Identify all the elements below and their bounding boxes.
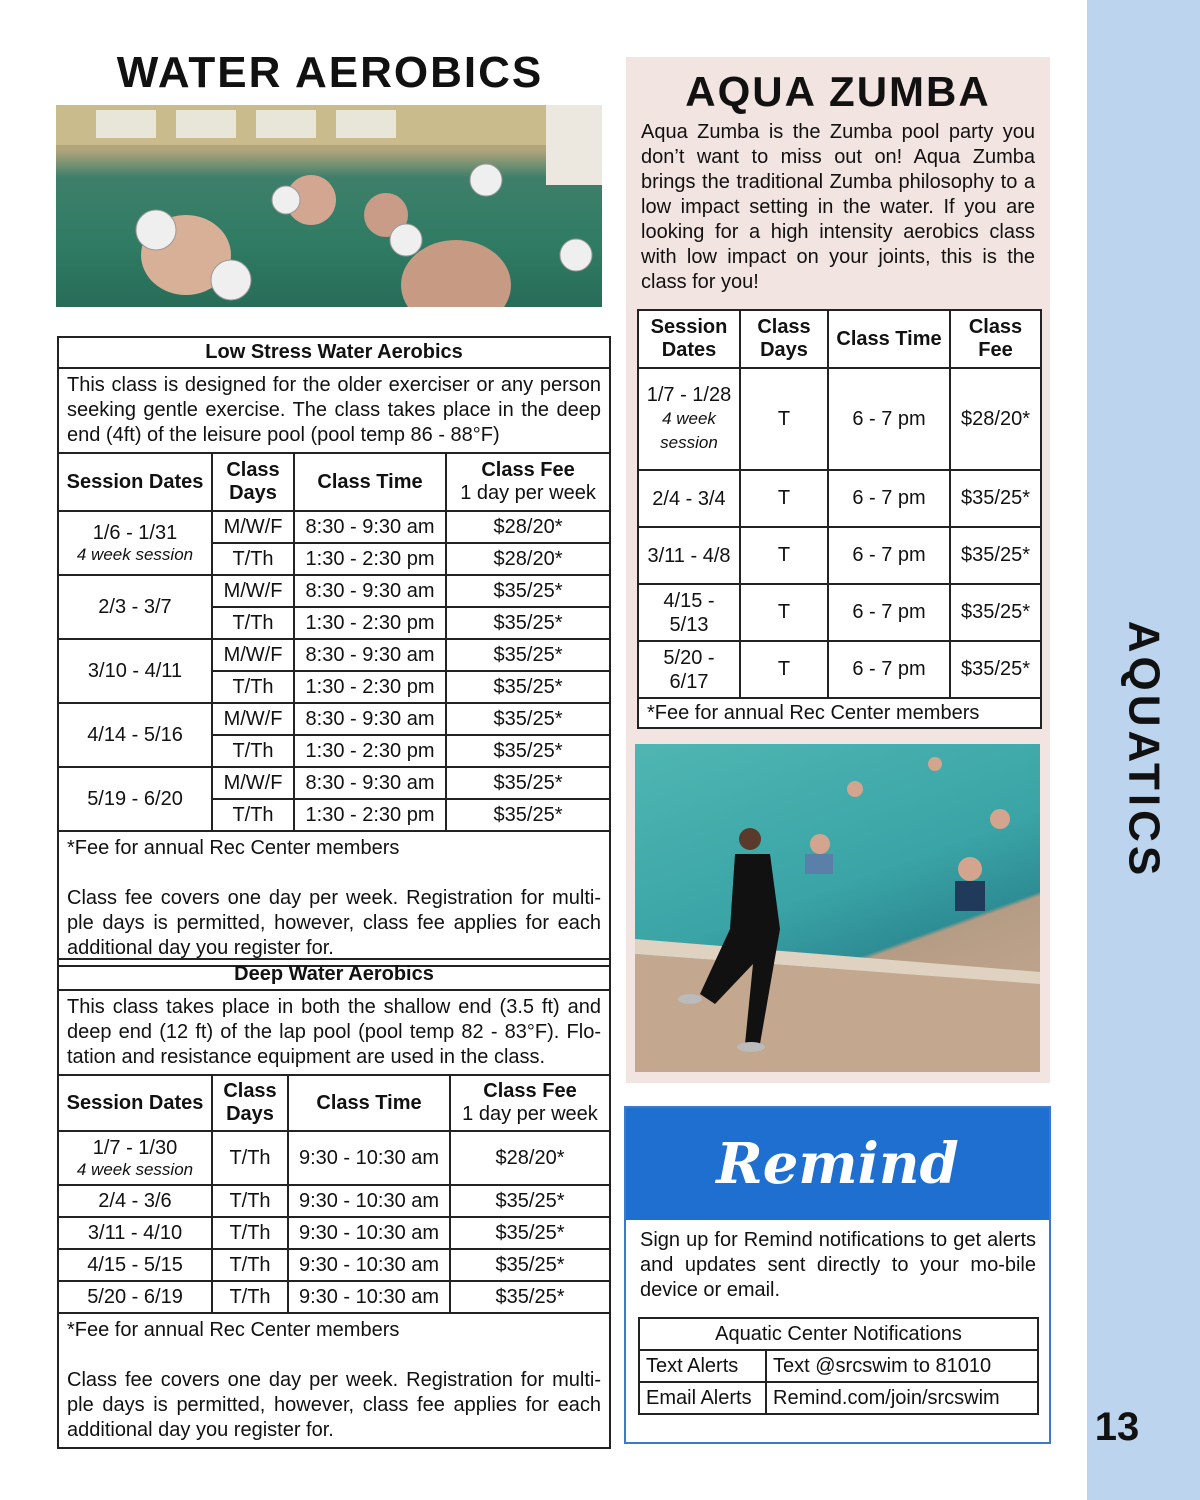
table-row: [58, 1185, 610, 1217]
table-row: [58, 511, 610, 543]
class-fee: $35/25*: [446, 607, 610, 639]
class-time: 6 - 7 pm: [828, 527, 950, 584]
alert-type: Text Alerts: [639, 1350, 766, 1382]
class-time: 1:30 - 2:30 pm: [294, 671, 446, 703]
fee-footnote: *Fee for annual Rec Center members: [67, 1319, 400, 1341]
col-session-dates: Session Dates: [58, 1075, 212, 1131]
class-fee: $35/25*: [950, 584, 1041, 641]
class-time: 6 - 7 pm: [828, 368, 950, 470]
table-row: [639, 1350, 1038, 1382]
class-days: T: [740, 527, 828, 584]
alert-instructions: Text @srcswim to 81010: [766, 1350, 1038, 1382]
class-fee: $28/20*: [446, 543, 610, 575]
session-dates: 1/7 - 1/30 4 week session: [58, 1131, 212, 1185]
table-row: [58, 703, 610, 735]
col-class-days: Class Days: [740, 310, 828, 368]
session-dates: 5/20 - 6/17: [638, 641, 740, 698]
session-dates: 5/20 - 6/19: [58, 1281, 212, 1313]
table-row: [58, 1131, 610, 1185]
class-days: M/W/F: [212, 703, 294, 735]
col-class-fee: Class Fee 1 day per week: [450, 1075, 610, 1131]
page-number: 13: [1094, 1405, 1140, 1449]
class-time: 1:30 - 2:30 pm: [294, 735, 446, 767]
class-fee: $35/25*: [446, 575, 610, 607]
alert-type: Email Alerts: [639, 1382, 766, 1414]
remind-logo: Remind: [716, 1131, 959, 1197]
col-session-dates: Session Dates: [58, 453, 212, 511]
session-dates: 5/19 - 6/20: [58, 767, 212, 831]
class-time: 8:30 - 9:30 am: [294, 639, 446, 671]
aqua-zumba-photo: [635, 744, 1040, 1072]
class-fee: $35/25*: [446, 799, 610, 831]
class-days: T: [740, 470, 828, 527]
table-row: [58, 1281, 610, 1313]
fee-note: Class fee covers one day per week. Registration for multi-ple days is permitted, however, class fee applies for each additional day you register for.: [67, 887, 602, 959]
col-class-fee: Class Fee: [950, 310, 1041, 368]
water-aerobics-photo: [56, 105, 602, 307]
class-days: T/Th: [212, 1217, 288, 1249]
session-dates: 3/10 - 4/11: [58, 639, 212, 703]
class-time: 9:30 - 10:30 am: [288, 1249, 450, 1281]
aqua-zumba-table: [637, 309, 1042, 729]
fee-note: Class fee covers one day per week. Registration for multi-ple days is permitted, however, class fee applies for each additional day you register for.: [67, 1369, 601, 1441]
table-row: [58, 575, 610, 607]
deep-water-title: Deep Water Aerobics: [58, 959, 610, 990]
col-class-days: Class Days: [212, 453, 294, 511]
alert-instructions: Remind.com/join/srcswim: [766, 1382, 1038, 1414]
table-row: [638, 470, 1041, 527]
class-days: T: [740, 368, 828, 470]
table-row: [58, 767, 610, 799]
class-fee: $28/20*: [450, 1131, 610, 1185]
fee-footnote: *Fee for annual Rec Center members: [67, 837, 400, 859]
section-label: AQUATICS: [1119, 620, 1169, 880]
class-time: 8:30 - 9:30 am: [294, 767, 446, 799]
col-class-fee: Class Fee 1 day per week: [446, 453, 610, 511]
session-dates: 1/6 - 1/31 4 week session: [58, 511, 212, 575]
class-time: 1:30 - 2:30 pm: [294, 607, 446, 639]
session-dates: 4/14 - 5/16: [58, 703, 212, 767]
session-dates: 2/4 - 3/6: [58, 1185, 212, 1217]
class-time: 1:30 - 2:30 pm: [294, 543, 446, 575]
class-days: T/Th: [212, 543, 294, 575]
fee-footnote: *Fee for annual Rec Center members: [638, 698, 1041, 728]
class-fee: $35/25*: [446, 735, 610, 767]
session-dates: 3/11 - 4/8: [638, 527, 740, 584]
session-dates: 3/11 - 4/10: [58, 1217, 212, 1249]
low-stress-title: Low Stress Water Aerobics: [58, 337, 610, 368]
remind-header: [626, 1108, 1049, 1220]
table-row: [58, 639, 610, 671]
class-time: 6 - 7 pm: [828, 641, 950, 698]
table-row: [638, 641, 1041, 698]
class-days: T/Th: [212, 671, 294, 703]
low-stress-table: [57, 336, 611, 967]
class-days: M/W/F: [212, 575, 294, 607]
class-days: T/Th: [212, 1185, 288, 1217]
notifications-table: [638, 1317, 1039, 1415]
col-class-time: Class Time: [294, 453, 446, 511]
class-time: 9:30 - 10:30 am: [288, 1281, 450, 1313]
class-fee: $35/25*: [446, 767, 610, 799]
class-fee: $35/25*: [446, 639, 610, 671]
session-dates: 4/15 - 5/15: [58, 1249, 212, 1281]
class-time: 8:30 - 9:30 am: [294, 703, 446, 735]
class-time: 9:30 - 10:30 am: [288, 1131, 450, 1185]
session-dates: 4/15 - 5/13: [638, 584, 740, 641]
class-fee: $28/20*: [446, 511, 610, 543]
low-stress-notes: [58, 831, 610, 966]
col-class-days: Class Days: [212, 1075, 288, 1131]
water-aerobics-title: WATER AEROBICS: [116, 48, 544, 97]
deep-water-table: [57, 958, 611, 1449]
class-time: 8:30 - 9:30 am: [294, 511, 446, 543]
remind-description: Sign up for Remind notifications to get alerts and updates sent directly to your mo-bile device or email.: [640, 1229, 1036, 1301]
table-row: [638, 584, 1041, 641]
aqua-zumba-description: Aqua Zumba is the Zumba pool party you don’t want to miss out on! Aqua Zumba brings the traditional Zumba philosophy to a low impact setting in the water. If you are looking for a high intensity aerobics class with low impact on your joints, this is the class for you!: [641, 121, 1035, 293]
low-stress-description: This class is designed for the older exerciser or any person seeking gentle exercise. The class takes place in the deep end (4ft) of the leisure pool (pool temp 86 - 88°F): [58, 368, 610, 453]
class-fee: $35/25*: [950, 527, 1041, 584]
class-days: T/Th: [212, 1281, 288, 1313]
table-row: [638, 527, 1041, 584]
class-fee: $35/25*: [450, 1249, 610, 1281]
notifications-title: Aquatic Center Notifications: [639, 1318, 1038, 1350]
session-dates: 1/7 - 1/28 4 week session: [638, 368, 740, 470]
class-days: T/Th: [212, 1131, 288, 1185]
class-days: M/W/F: [212, 511, 294, 543]
class-fee: $35/25*: [950, 641, 1041, 698]
table-row: [58, 1249, 610, 1281]
class-days: T: [740, 641, 828, 698]
deep-water-description: This class takes place in both the shallow end (3.5 ft) and deep end (12 ft) of the lap pool (pool temp 82 - 83°F). Flo-tation and resistance equipment are used in the class.: [58, 990, 610, 1075]
col-class-time: Class Time: [828, 310, 950, 368]
class-fee: $35/25*: [446, 671, 610, 703]
aqua-zumba-title: AQUA ZUMBA: [685, 68, 991, 115]
class-fee: $35/25*: [450, 1185, 610, 1217]
class-fee: $35/25*: [950, 470, 1041, 527]
class-days: M/W/F: [212, 639, 294, 671]
session-dates: 2/4 - 3/4: [638, 470, 740, 527]
class-fee: $35/25*: [450, 1217, 610, 1249]
class-time: 8:30 - 9:30 am: [294, 575, 446, 607]
class-fee: $28/20*: [950, 368, 1041, 470]
table-row: [639, 1382, 1038, 1414]
class-fee: $35/25*: [450, 1281, 610, 1313]
col-session-dates: Session Dates: [638, 310, 740, 368]
class-time: 9:30 - 10:30 am: [288, 1217, 450, 1249]
session-dates: 2/3 - 3/7: [58, 575, 212, 639]
class-days: T/Th: [212, 607, 294, 639]
deep-water-notes: [58, 1313, 610, 1448]
class-time: 6 - 7 pm: [828, 470, 950, 527]
col-class-time: Class Time: [288, 1075, 450, 1131]
class-time: 6 - 7 pm: [828, 584, 950, 641]
class-time: 1:30 - 2:30 pm: [294, 799, 446, 831]
class-days: T/Th: [212, 1249, 288, 1281]
class-time: 9:30 - 10:30 am: [288, 1185, 450, 1217]
table-row: [638, 368, 1041, 470]
table-row: [58, 1217, 610, 1249]
class-fee: $35/25*: [446, 703, 610, 735]
class-days: T/Th: [212, 799, 294, 831]
class-days: T: [740, 584, 828, 641]
class-days: M/W/F: [212, 767, 294, 799]
class-days: T/Th: [212, 735, 294, 767]
